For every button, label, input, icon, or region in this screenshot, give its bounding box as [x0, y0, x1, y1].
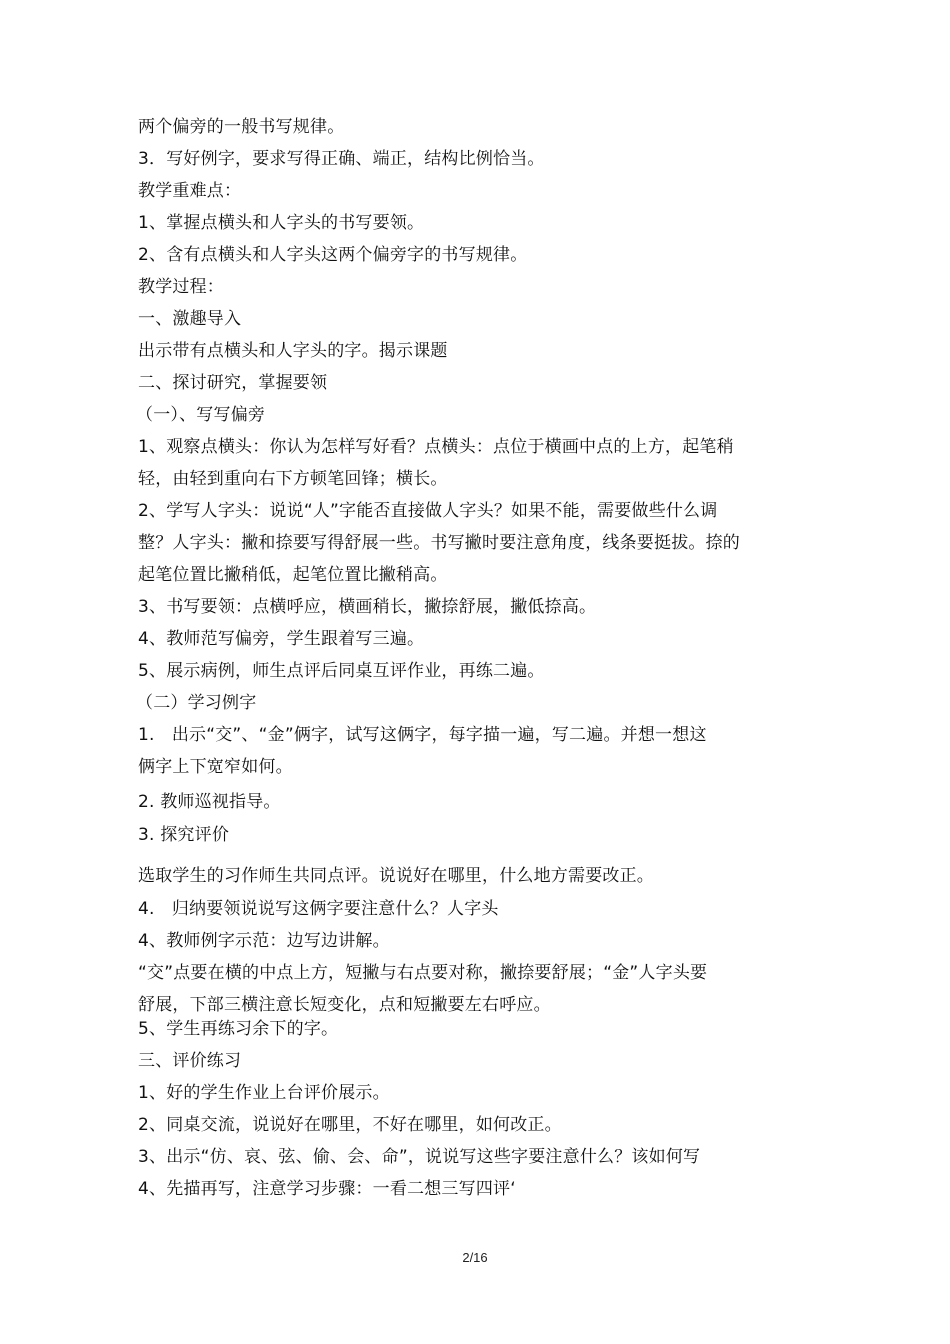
- text-line: 4、教师例字示范：边写边讲解。: [138, 931, 390, 951]
- text-line: 5、学生再练习余下的字。: [138, 1019, 339, 1039]
- text-line: 4. 归纳要领说说写这俩字要注意什么？人字头: [138, 899, 499, 919]
- text-line: 3、出示“仿、哀、弦、偷、会、命”，说说写这些字要注意什么？该如何写: [138, 1147, 701, 1167]
- text-line: 选取学生的习作师生共同点评。说说好在哪里，什么地方需要改正。: [138, 866, 654, 886]
- text-line: 轻，由轻到重向右下方顿笔回锋；横长。: [138, 469, 448, 489]
- text-line: 1、好的学生作业上台评价展示。: [138, 1083, 390, 1103]
- text-line: 起笔位置比撇稍低，起笔位置比撇稍高。: [138, 565, 448, 585]
- text-line: 3. 探究评价: [138, 825, 230, 845]
- text-line: 4、先描再写，注意学习步骤：一看二想三写四评‘: [138, 1179, 516, 1199]
- text-line: 1、掌握点横头和人字头的书写要领。: [138, 213, 425, 233]
- text-line: 出示带有点横头和人字头的字。揭示课题: [138, 341, 448, 361]
- text-line: 1. 出示“交”、“金”俩字，试写这俩字，每字描一遍，写二遍。并想一想这: [138, 725, 707, 745]
- page-number: 2/16: [462, 1250, 488, 1265]
- text-line: 2、含有点横头和人字头这两个偏旁字的书写规律。: [138, 245, 528, 265]
- text-line: 两个偏旁的一般书写规律。: [138, 117, 345, 137]
- text-line: 二、探讨研究，掌握要领: [138, 373, 328, 393]
- text-line: 4、教师范写偏旁，学生跟着写三遍。: [138, 629, 425, 649]
- text-line: 教学过程：: [138, 277, 224, 297]
- text-line: 三、评价练习: [138, 1051, 242, 1071]
- text-line: 整？人字头：撇和捺要写得舒展一些。书写撇时要注意角度，线条要挺拔。捺的: [138, 533, 740, 553]
- text-line: 2、同桌交流，说说好在哪里，不好在哪里，如何改正。: [138, 1115, 562, 1135]
- text-line: 舒展，下部三横注意长短变化，点和短撇要左右呼应。: [138, 995, 551, 1015]
- text-line: （一）、写写偏旁: [136, 405, 266, 425]
- text-line: 5、展示病例，师生点评后同桌互评作业，再练二遍。: [138, 661, 545, 681]
- text-line: “交”点要在横的中点上方，短撇与右点要对称，撇捺要舒展；“金”人字头要: [138, 963, 708, 983]
- text-line: 一、激趣导入: [138, 309, 242, 329]
- text-line: （二）学习例字: [136, 693, 257, 713]
- text-line: 俩字上下宽窄如何。: [138, 757, 293, 777]
- text-line: 2、学写人字头：说说“人”字能否直接做人字头？如果不能，需要做些什么调: [138, 501, 718, 521]
- text-line: 3、书写要领：点横呼应，横画稍长，撇捺舒展，撇低捺高。: [138, 597, 597, 617]
- text-line: 2. 教师巡视指导。: [138, 792, 281, 812]
- text-line: 3．写好例字，要求写得正确、端正，结构比例恰当。: [138, 149, 545, 169]
- text-line: 1、观察点横头：你认为怎样写好看？点横头：点位于横画中点的上方，起笔稍: [138, 437, 734, 457]
- text-line: 教学重难点：: [138, 181, 242, 201]
